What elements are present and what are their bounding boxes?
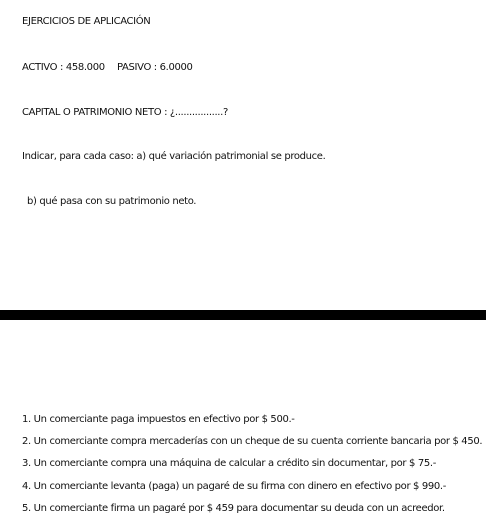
section-divider: [0, 310, 486, 320]
document-title: EJERCICIOS DE APLICACIÓN: [22, 16, 151, 27]
instruction-b: b) qué pasa con su patrimonio neto.: [27, 196, 197, 207]
exercise-item: 1. Un comerciante paga impuestos en efectivo por $ 500.-: [22, 414, 295, 425]
exercise-item: 4. Un comerciante levanta (paga) un pagaré de su firma con dinero en efectivo por $ 990.-: [22, 481, 447, 492]
exercise-item: 5. Un comerciante firma un pagaré por $ 459 para documentar su deuda con un acreedor.: [22, 503, 445, 514]
instruction-a: Indicar, para cada caso: a) qué variación patrimonial se produce.: [22, 151, 326, 162]
capital-question: CAPITAL O PATRIMONIO NETO : ¿.................?: [22, 107, 228, 118]
exercise-item: 2. Un comerciante compra mercaderías con un cheque de su cuenta corriente bancaria por $ 450.: [22, 436, 483, 447]
pasivo-value: PASIVO : 6.0000: [117, 62, 193, 73]
exercise-item: 3. Un comerciante compra una máquina de calcular a crédito sin documentar, por $ 75.-: [22, 458, 436, 469]
activo-value: ACTIVO : 458.000: [22, 62, 105, 73]
